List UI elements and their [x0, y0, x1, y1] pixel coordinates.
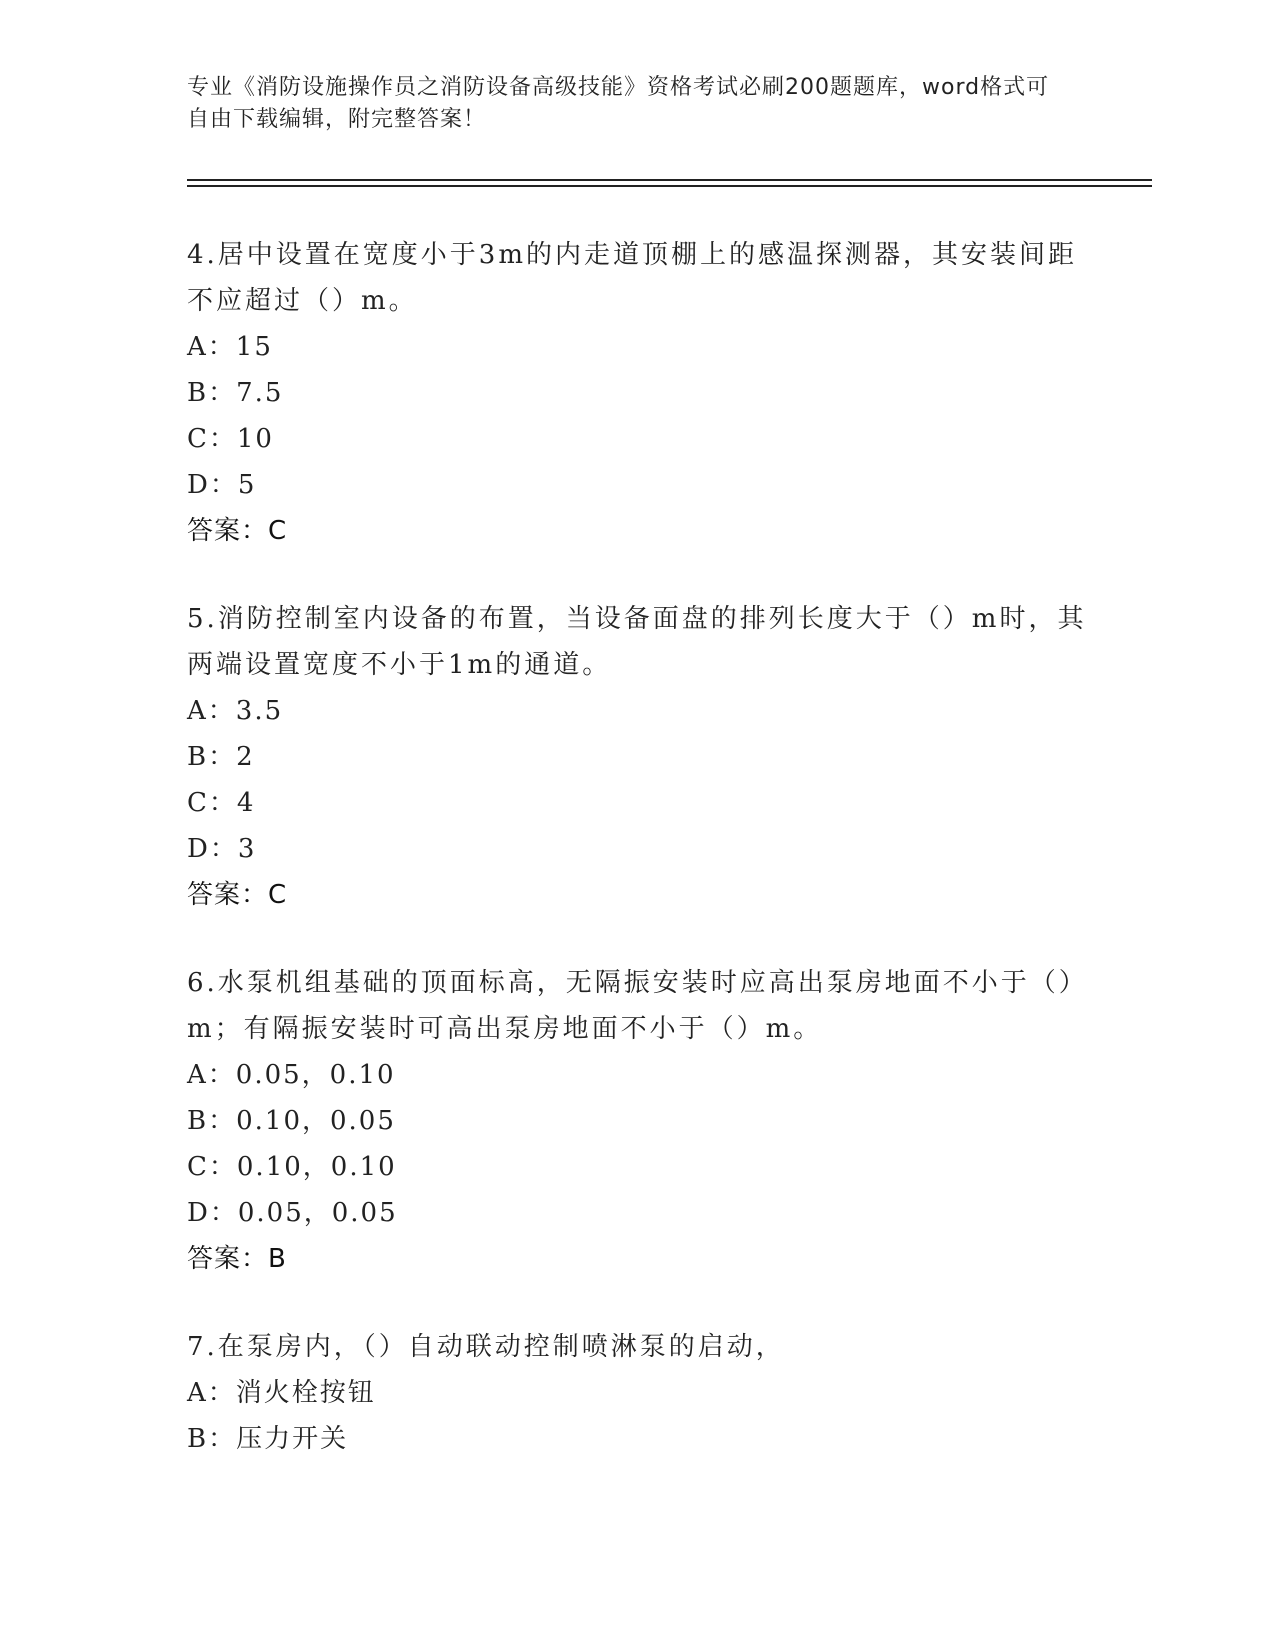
- question-stem: 4.居中设置在宽度小于3m的内走道顶棚上的感温探测器，其安装间距不应超过（）m。: [187, 240, 1078, 316]
- option-d: D：3: [187, 834, 257, 864]
- option-a: A：0.05，0.10: [187, 1060, 396, 1090]
- question-6: [187, 960, 1087, 1282]
- option-c: C：10: [187, 424, 274, 454]
- answer: 答案：C: [187, 880, 288, 910]
- question-stem: 7.在泵房内，（）自动联动控制喷淋泵的启动，: [187, 1332, 785, 1362]
- question-stem: 5.消防控制室内设备的布置，当设备面盘的排列长度大于（）m时，其两端设置宽度不小于1m的通道。: [187, 604, 1087, 680]
- option-b: B：0.10，0.05: [187, 1106, 396, 1136]
- document-header: 专业《消防设施操作员之消防设备高级技能》资格考试必刷200题题库，word格式可自由下载编辑，附完整答案！: [187, 75, 1050, 132]
- question-4: [187, 232, 1087, 554]
- answer: 答案：C: [187, 516, 288, 546]
- question-7: [187, 1324, 1087, 1462]
- option-b: B：压力开关: [187, 1424, 349, 1454]
- option-a: A：15: [187, 332, 273, 362]
- option-d: D：0.05，0.05: [187, 1198, 398, 1228]
- question-5: [187, 596, 1087, 918]
- option-a: A：3.5: [187, 696, 284, 726]
- option-b: B：2: [187, 742, 255, 772]
- header-divider-top: [187, 179, 1152, 181]
- option-c: C：0.10，0.10: [187, 1152, 397, 1182]
- option-c: C：4: [187, 788, 256, 818]
- question-stem: 6.水泵机组基础的顶面标高，无隔振安装时应高出泵房地面不小于（）m；有隔振安装时可高出泵房地面不小于（）m。: [187, 968, 1075, 1044]
- answer: 答案：B: [187, 1244, 287, 1274]
- option-a: A：消火栓按钮: [187, 1378, 376, 1408]
- option-d: D：5: [187, 470, 257, 500]
- option-b: B：7.5: [187, 378, 284, 408]
- header-divider-bottom: [187, 185, 1152, 187]
